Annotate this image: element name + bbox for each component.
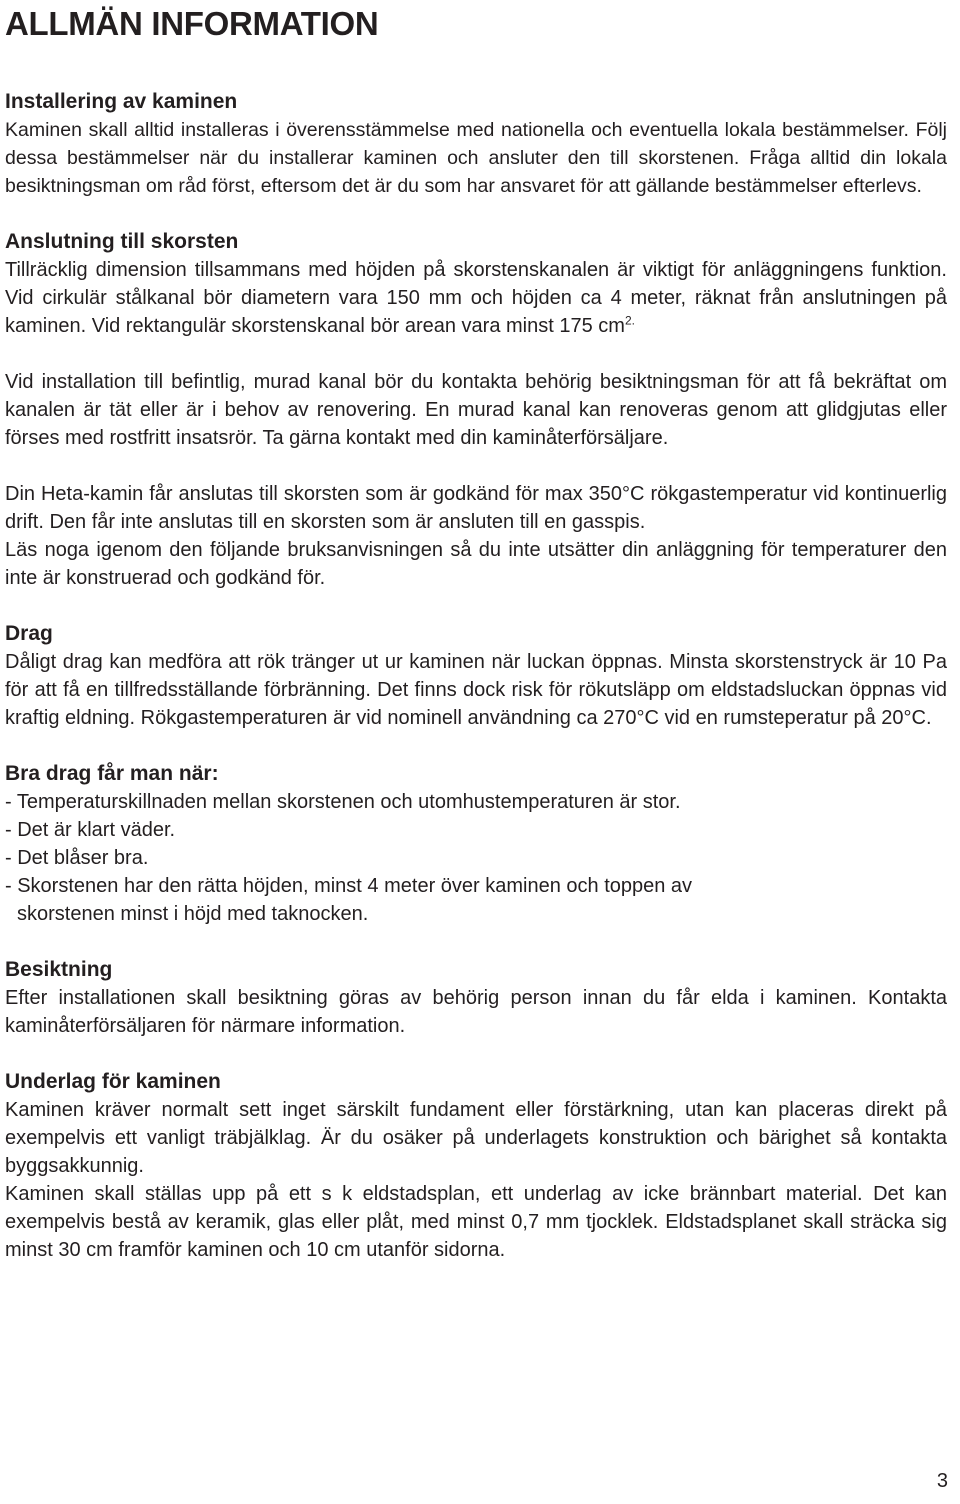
list-item: skorstenen minst i höjd med taknocken.	[17, 903, 369, 925]
section-heading: Installering av kaminen	[5, 90, 238, 113]
section-drag	[5, 620, 947, 732]
document-page	[5, 0, 947, 1264]
section-anslutning	[5, 228, 947, 592]
section-heading: Anslutning till skorsten	[5, 230, 239, 253]
section-heading: Bra drag får man när:	[5, 762, 219, 785]
paragraph: Efter installationen skall besiktning göras av behörig person innan du får elda i kaminen. Kontakta kaminåterförsäljaren för närmare information.	[5, 987, 947, 1037]
section-heading: Underlag för kaminen	[5, 1070, 221, 1093]
section-installering	[5, 88, 947, 200]
paragraph: Kaminen kräver normalt sett inget särskilt fundament eller förstärkning, utan kan placeras direkt på exempelvis ett vanligt träbjälklag. Är du osäker på underlagets konstruktion och bärighet så kontakta byggsakkunnig.	[5, 1099, 947, 1177]
page-title: ALLMÄN INFORMATION	[5, 5, 379, 42]
superscript: 2.	[624, 313, 635, 328]
section-bra-drag	[5, 760, 947, 928]
section-heading: Drag	[5, 622, 53, 645]
paragraph: Kaminen skall alltid installeras i överensstämmelse med nationella och eventuella lokala bestämmelser. Följ dessa bestämmelser när du installerar kaminen och ansluter den till skorstenen. Fråga alltid din lokala besiktningsman om råd först, eftersom det är du som har ansvaret för att gällande bestämmelser efterlevs.	[5, 119, 947, 197]
paragraph: Kaminen skall ställas upp på ett s k eldstadsplan, ett underlag av icke brännbart material. Det kan exempelvis bestå av keramik, glas eller plåt, med minst 0,7 mm tjocklek. Eldstadsplanet skall sträcka sig minst 30 cm framför kaminen och 10 cm utanför sidorna.	[5, 1183, 947, 1261]
paragraph-text: Tillräcklig dimension tillsammans med höjden på skorstenskanalen är viktigt för anläggningens funktion. Vid cirkulär stålkanal bör diametern vara 150 mm och höjden ca 4 meter, räknat från anslutningen på kaminen. Vid rektangulär skorstenskanal bör arean vara minst 175 cm	[5, 259, 947, 337]
list-item: - Temperaturskillnaden mellan skorstenen och utomhustemperaturen är stor.	[5, 791, 681, 813]
paragraph: Dåligt drag kan medföra att rök tränger ut ur kaminen när luckan öppnas. Minsta skorstenstryck är 10 Pa för att få en tillfredsställande förbränning. Det finns dock risk för rökutsläpp om eldstadsluckan öppnas vid kraftig eldning. Rökgastemperaturen är vid nominell användning ca 270°C vid en rumsteperatur på 20°C.	[5, 651, 947, 729]
section-besiktning	[5, 956, 947, 1040]
list-item: - Skorstenen har den rätta höjden, minst 4 meter över kaminen och toppen av	[5, 875, 693, 897]
condition-list	[5, 788, 947, 928]
section-heading: Besiktning	[5, 958, 113, 981]
paragraph	[5, 256, 947, 340]
list-item: - Det är klart väder.	[5, 819, 176, 841]
paragraph: Din Heta-kamin får anslutas till skorsten som är godkänd för max 350°C rökgastemperatur vid kontinuerlig drift. Den får inte anslutas till en skorsten som är ansluten till en gasspis.	[5, 483, 947, 533]
page-number: 3	[936, 1470, 948, 1492]
paragraph: Läs noga igenom den följande bruksanvisningen så du inte utsätter din anläggning för temperaturer den inte är konstruerad och godkänd för.	[5, 539, 947, 589]
list-item: - Det blåser bra.	[5, 847, 149, 869]
paragraph: Vid installation till befintlig, murad kanal bör du kontakta behörig besiktningsman för att få bekräftat om kanalen är tät eller är i behov av renovering. En murad kanal kan renoveras genom att glidgjutas eller förses med rostfritt insatsrör. Ta gärna kontakt med din kaminåterförsäljare.	[5, 371, 947, 449]
section-underlag	[5, 1068, 947, 1264]
